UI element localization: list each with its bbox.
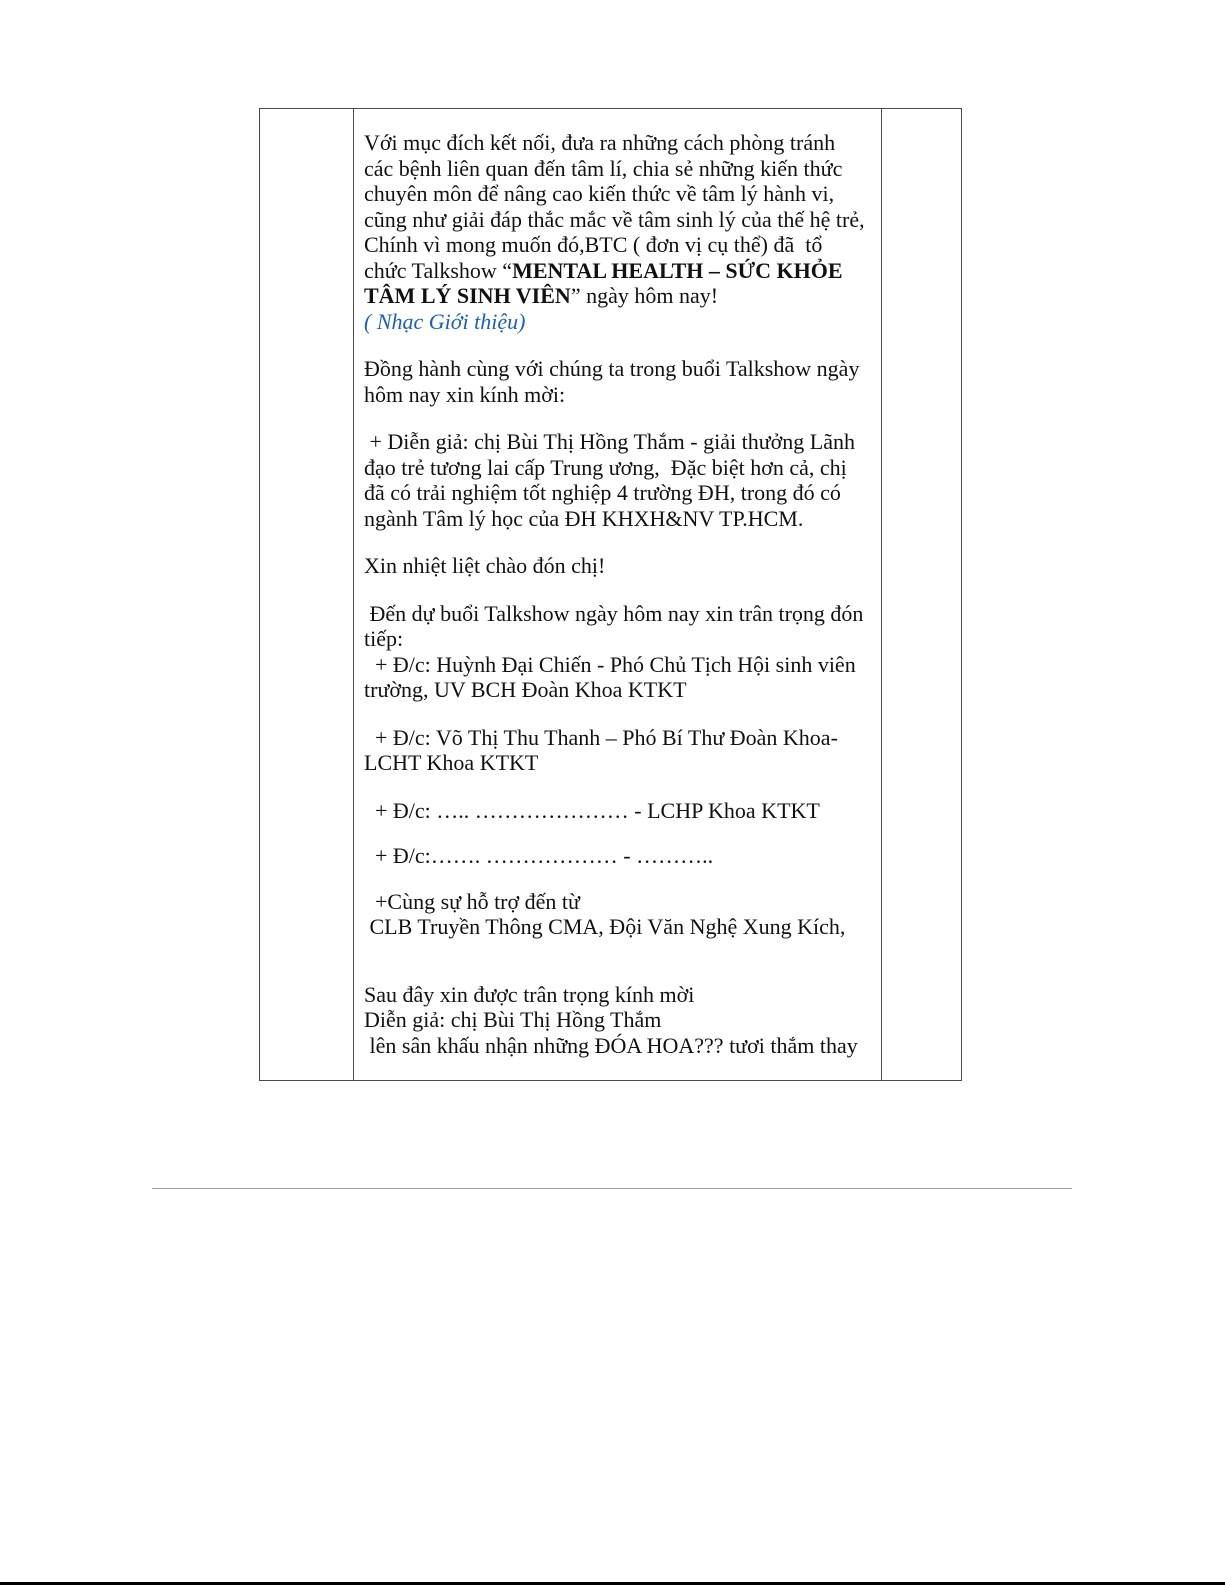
content-cell xyxy=(354,109,882,1081)
companion-line: Đồng hành cùng với chúng ta trong buổi Talkshow ngày xyxy=(364,356,860,381)
script-content xyxy=(354,109,881,1058)
talkshow-line xyxy=(364,258,873,284)
invite-line: Sau đây xin được trân trọng kính mời xyxy=(364,981,695,1007)
guest-line: + Đ/c: ….. ………………… - LCHP Khoa KTKT xyxy=(364,797,820,823)
script-table xyxy=(259,108,962,1081)
guest-line: + Đ/c: Võ Thị Thu Thanh – Phó Bí Thư Đoàn Khoa- xyxy=(364,724,838,750)
intro-line: Chính vì mong muốn đó,BTC ( đơn vị cụ thể) đã tổ xyxy=(364,232,823,257)
companion-line: hôm nay xin kính mời: xyxy=(364,381,566,407)
talkshow-line xyxy=(364,283,873,309)
guests-intro-line: tiếp: xyxy=(364,626,404,651)
intro-line: chuyên môn để nâng cao kiến thức về tâm lý hành vi, xyxy=(364,181,835,206)
support-line: +Cùng sự hỗ trợ đến từ xyxy=(364,888,580,914)
guest-line: trường, UV BCH Đoàn Khoa KTKT xyxy=(364,677,687,702)
guest-line: LCHT Khoa KTKT xyxy=(364,750,539,775)
page-divider xyxy=(152,1188,1072,1189)
guests-intro-line: Đến dự buổi Talkshow ngày hôm nay xin trân trọng đón xyxy=(364,600,864,626)
speaker-line: ngành Tâm lý học của ĐH KHXH&NV TP.HCM. xyxy=(364,505,804,531)
support-line: CLB Truyền Thông CMA, Đội Văn Nghệ Xung Kích, xyxy=(364,914,846,939)
intro-line: cũng như giải đáp thắc mắc về tâm sinh lý của thế hệ trẻ, xyxy=(364,206,865,232)
talkshow-suffix: ” ngày hôm nay! xyxy=(570,283,719,308)
talkshow-title: MENTAL HEALTH – SỨC KHỎE xyxy=(512,257,843,283)
speaker-line: đạo trẻ tương lai cấp Trung ương, Đặc biệt hơn cả, chị xyxy=(364,454,847,480)
left-column-cell xyxy=(260,109,354,1081)
guest-line: + Đ/c:……. ……………… - ……….. xyxy=(364,843,714,868)
speaker-line: + Diễn giả: chị Bùi Thị Hồng Thắm - giải thưởng Lãnh xyxy=(364,429,855,454)
invite-line: lên sân khấu nhận những ĐÓA HOA??? tươi thắm thay xyxy=(364,1032,858,1058)
talkshow-prefix: chức Talkshow “ xyxy=(364,257,513,283)
music-cue: ( Nhạc Giới thiệu) xyxy=(364,308,526,334)
talkshow-title: TÂM LÝ SINH VIÊN xyxy=(364,283,571,308)
intro-line: các bệnh liên quan đến tâm lí, chia sẻ những kiến thức xyxy=(364,155,843,181)
invite-line: Diễn giả: chị Bùi Thị Hồng Thắm xyxy=(364,1007,662,1032)
welcome-line: Xin nhiệt liệt chào đón chị! xyxy=(364,553,606,578)
right-column-cell xyxy=(882,109,962,1081)
table-row xyxy=(260,109,962,1081)
intro-line: Với mục đích kết nối, đưa ra những cách phòng tránh xyxy=(364,130,836,155)
guest-line: + Đ/c: Huỳnh Đại Chiến - Phó Chủ Tịch Hội sinh viên xyxy=(364,651,856,677)
speaker-line: đã có trải nghiệm tốt nghiệp 4 trường ĐH, trong đó có xyxy=(364,480,841,505)
